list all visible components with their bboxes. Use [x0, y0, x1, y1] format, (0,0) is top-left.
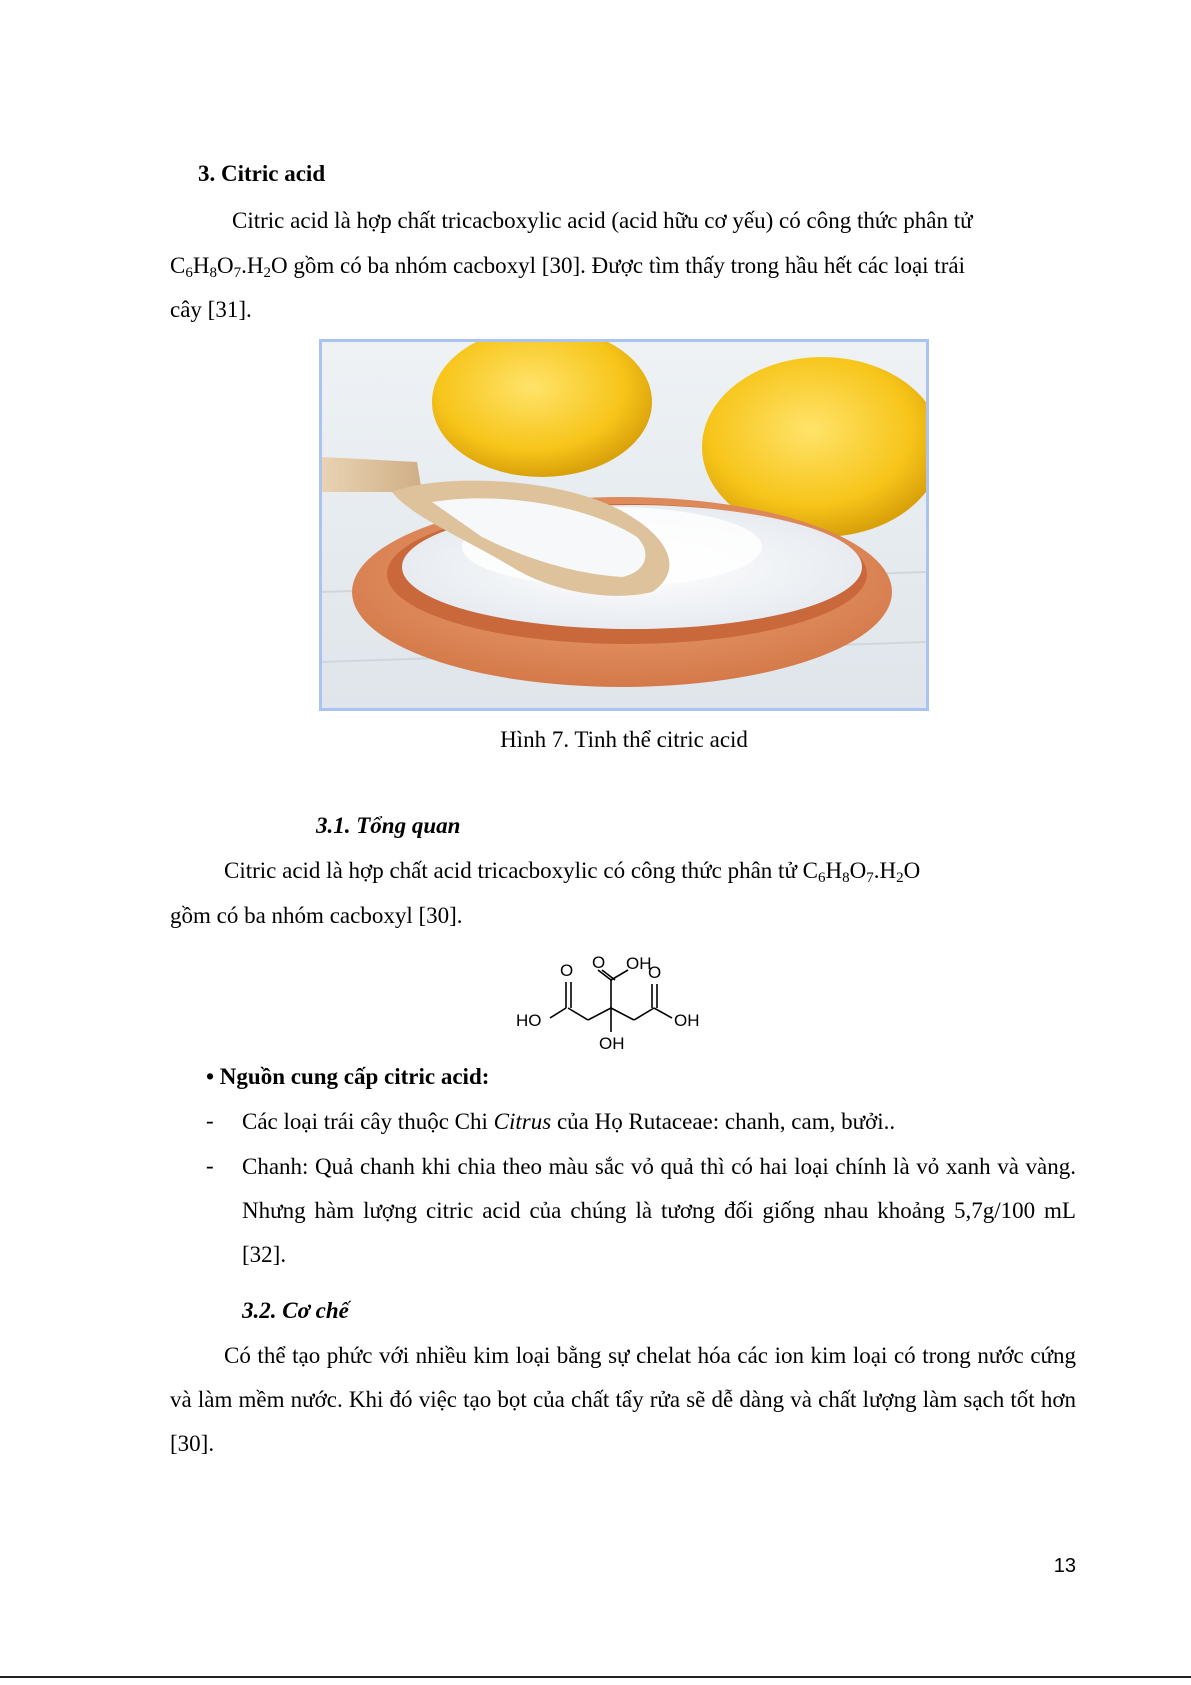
list-item: Các loại trái cây thuộc Chi Citrus của Họ Rutaceae: chanh, cam, bưởi.. — [242, 1109, 896, 1134]
paragraph-line: Citric acid là hợp chất tricacboxylic acid (acid hữu cơ yếu) có công thức phân tử — [232, 208, 973, 233]
page-number: 13 — [1053, 1555, 1076, 1577]
paragraph-line: cây [31]. — [170, 297, 252, 322]
footer-rule — [0, 1676, 1191, 1678]
figure-caption: Hình 7. Tinh thể citric acid — [500, 727, 748, 752]
citric-acid-structure — [516, 952, 736, 1052]
citric-acid-photo — [319, 339, 929, 711]
paragraph: Có thể tạo phức với nhiều kim loại bằng sự chelat hóa các ion kim loại có trong nước cứng và làm mềm nước. Khi đó việc tạo bọt của chất tẩy rửa sẽ dễ dàng và chất lượng làm sạch tốt hơn [30]. — [170, 1343, 1076, 1456]
paragraph-line: $C_6H_8O_7.H_2O$ gồm có ba nhóm cacboxyl [30]. Được tìm thấy trong hầu hết các loại trái — [170, 253, 965, 281]
list-item: Chanh: Quả chanh khi chia theo màu sắc vỏ quả thì có hai loại chính là vỏ xanh và vàng. Nhưng hàm lượng citric acid của chúng là tương đối giống nhau khoảng 5,7g/100 mL [32]. — [242, 1154, 1076, 1267]
atom-label: HO — [516, 1011, 542, 1030]
atom-label: O — [560, 961, 574, 980]
paragraph-line: Citric acid là hợp chất acid tricacboxylic có công thức phân tử $C_6H_8O_7.H_2O$ — [224, 858, 921, 886]
list-dash: - — [206, 1108, 214, 1133]
bullet-heading: • Nguồn cung cấp citric acid: — [206, 1064, 490, 1089]
atom-label: OH — [626, 954, 652, 973]
formula: $C_6H_8O_7.H_2O$ — [170, 253, 288, 281]
atom-label: OH — [674, 1011, 700, 1030]
atom-label: O — [592, 953, 606, 972]
section-heading: 3. Citric acid — [198, 161, 326, 186]
atom-label: OH — [599, 1034, 625, 1052]
subsection-heading: 3.2. Cơ chế — [242, 1298, 349, 1323]
subsection-heading: 3.1. Tổng quan — [316, 813, 461, 838]
atom-label: O — [648, 963, 662, 982]
formula: $C_6H_8O_7.H_2O$ — [802, 858, 921, 886]
list-dash: - — [206, 1153, 214, 1178]
paragraph-line: gồm có ba nhóm cacboxyl [30]. — [170, 903, 463, 928]
